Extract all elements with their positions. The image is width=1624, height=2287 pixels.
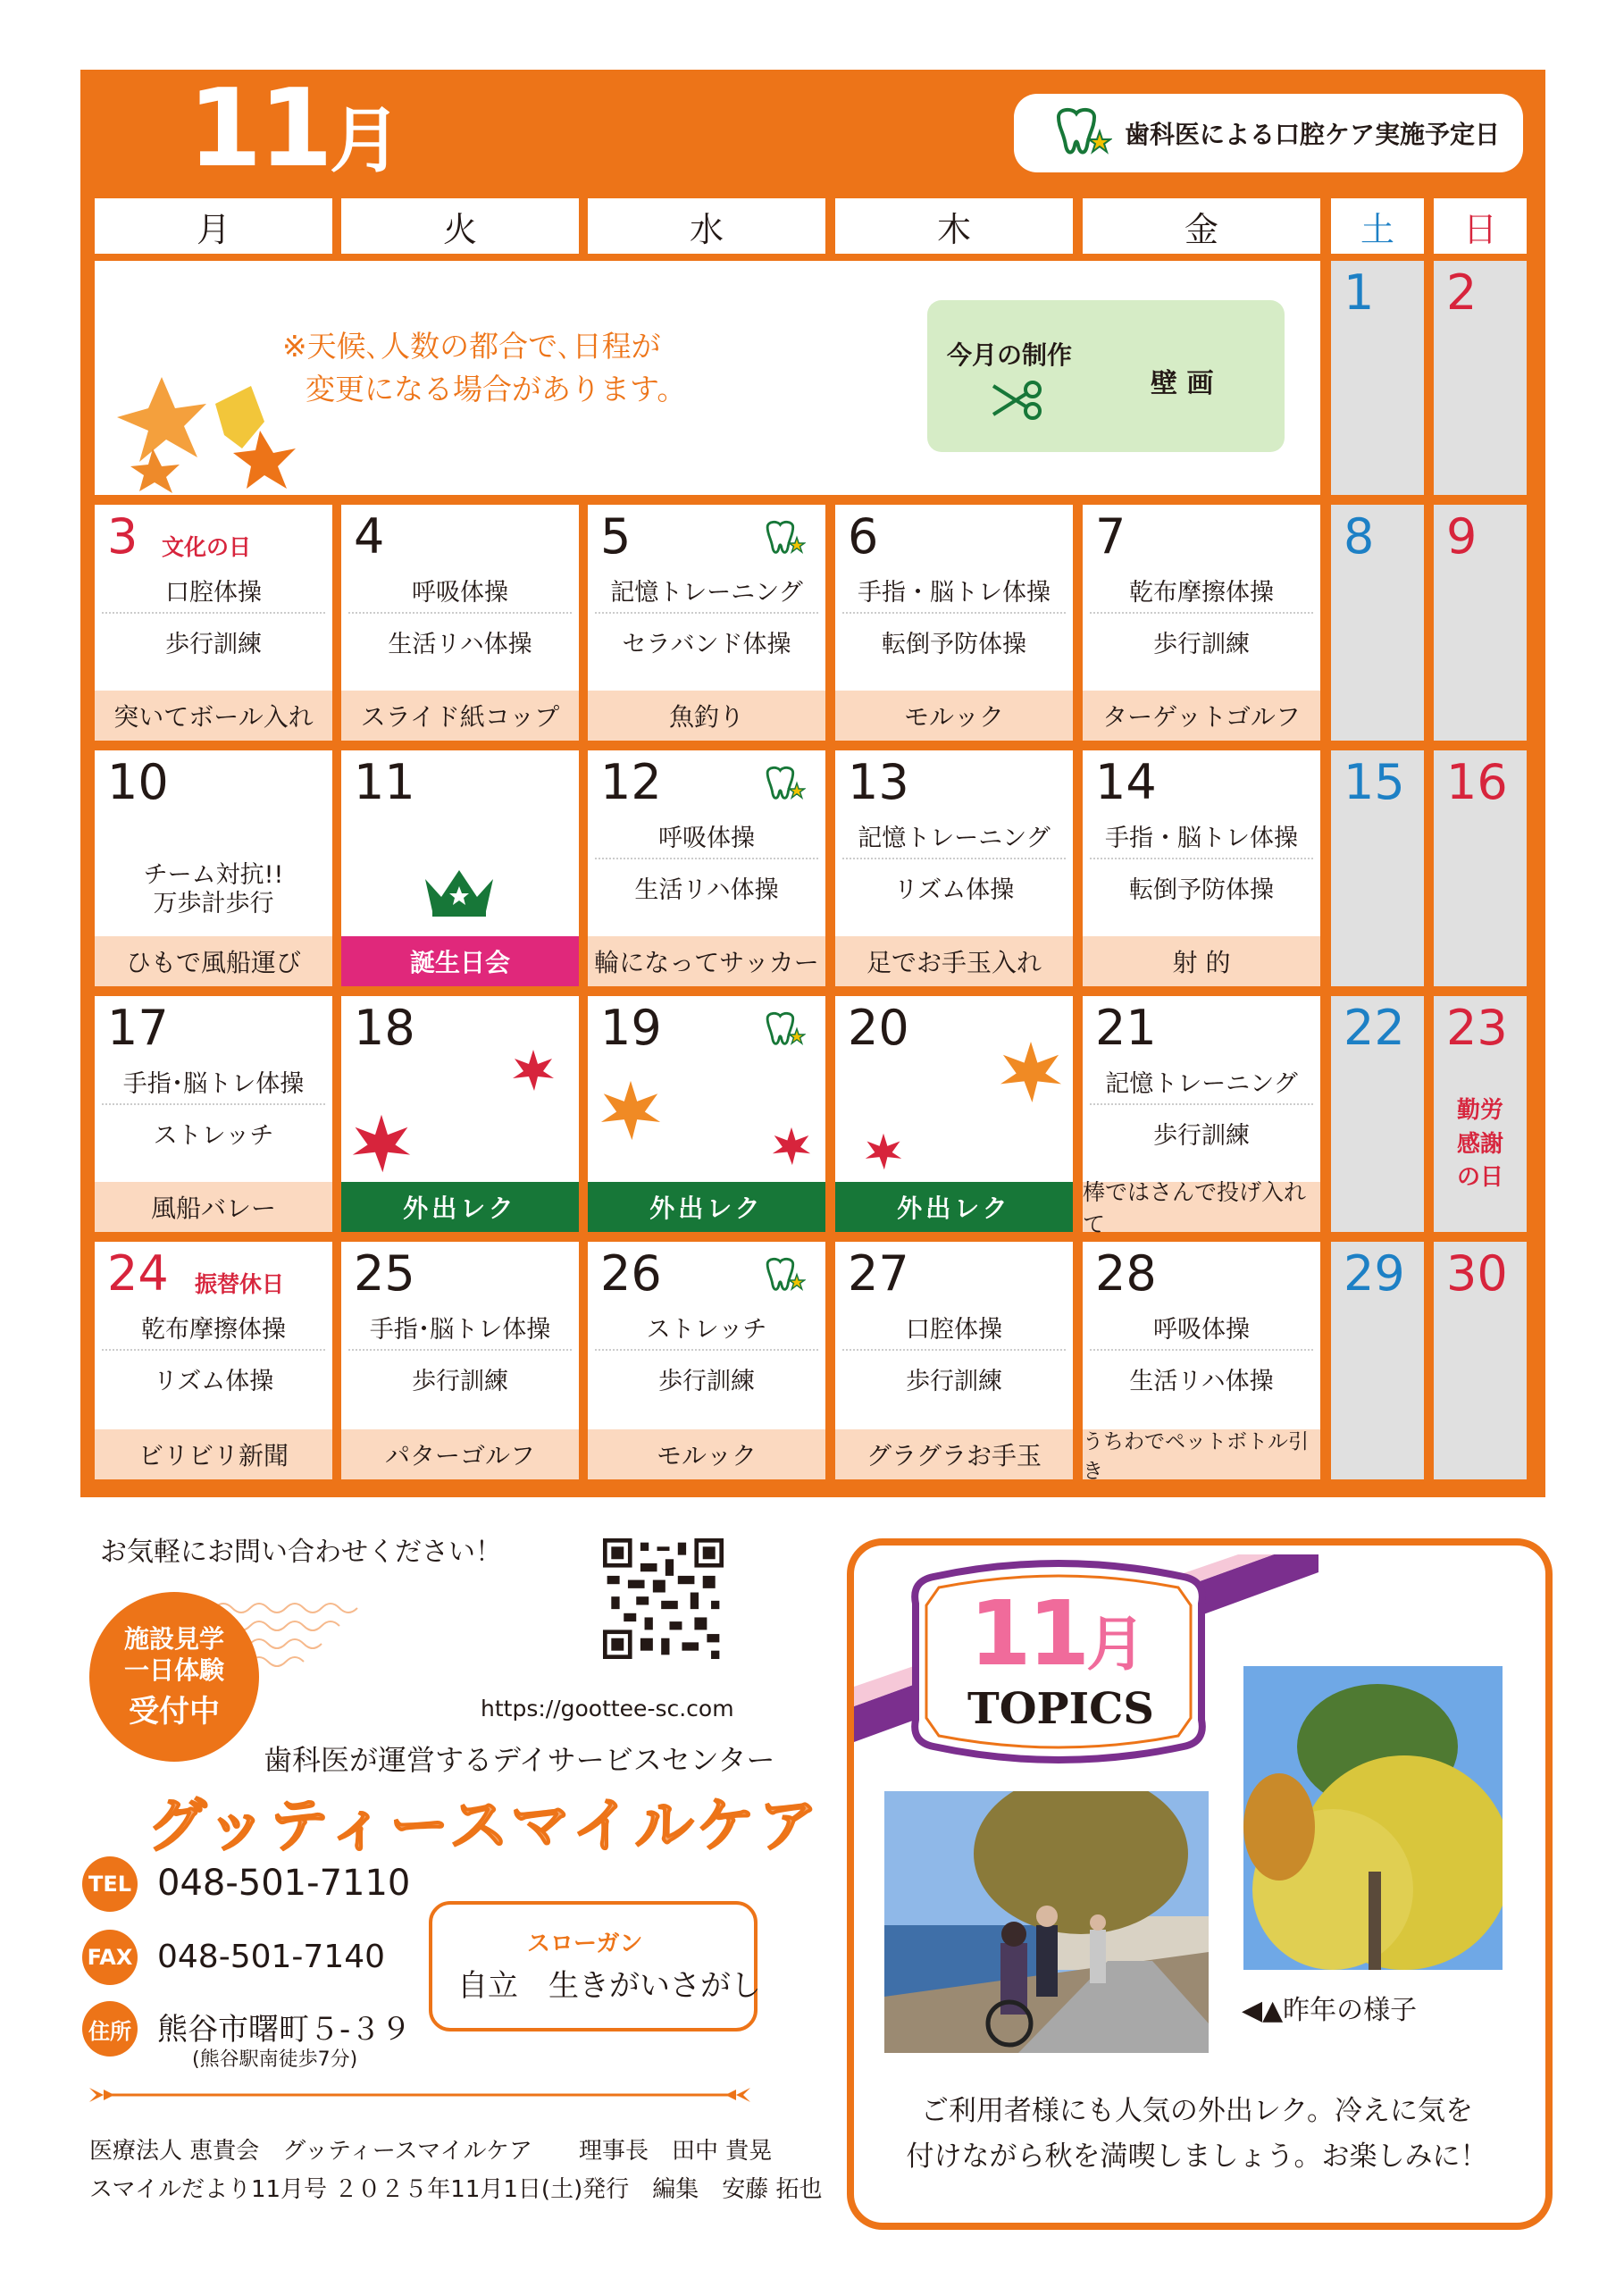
weekday-sun: 日 [1434, 198, 1527, 254]
tooth-star-icon [761, 765, 806, 804]
recreation-label: 足でお手玉入れ [835, 936, 1073, 986]
monthly-craft-box [927, 300, 1285, 452]
day-cell-5: 5 記憶トレーニング セラバンド体操 魚釣り [588, 505, 825, 741]
topics-word: TOPICS [967, 1684, 1154, 1734]
day-cell-18: 18 外出レク [341, 996, 579, 1232]
recreation-label: 魚釣り [588, 691, 825, 741]
recreation-label: ひもで風船運び [95, 936, 332, 986]
recreation-label: グラグラお手玉 [835, 1429, 1073, 1479]
day-cell-10: 10 チーム対抗!! 万歩計歩行 ひもで風船運び [95, 750, 332, 986]
tooth-star-icon [1050, 106, 1112, 160]
craft-value: 壁 画 [1151, 368, 1214, 399]
recreation-label: ビリビリ新聞 [95, 1429, 332, 1479]
dental-legend-text: 歯科医による口腔ケア実施予定日 [1125, 120, 1501, 149]
day-cell-4: 4 呼吸体操 生活リハ体操 スライド紙コップ [341, 505, 579, 741]
day-cell-7: 7 乾布摩擦体操 歩行訓練 ターゲットゴルフ [1083, 505, 1320, 741]
day-cell-29: 29 [1331, 1242, 1424, 1479]
contact-prompt: お気軽にお問い合わせください！ [100, 1537, 502, 1568]
weekday-thu: 木 [835, 198, 1073, 254]
day-cell-1: 1 [1331, 261, 1424, 495]
day-cell-16: 16 [1434, 750, 1527, 986]
ginkgo-tree-photo [1243, 1666, 1503, 1970]
day-cell-30: 30 [1434, 1242, 1527, 1479]
crown-icon [422, 867, 497, 918]
issue-line: スマイルだより11月号 ２０２５年11月1日(土)発行 編集 安藤 拓也 [89, 2176, 823, 2203]
recreation-label: モルック [588, 1429, 825, 1479]
tooth-star-icon [761, 1256, 806, 1295]
day-cell-28: 28 呼吸体操 生活リハ体操 うちわでペットボトル引き [1083, 1242, 1320, 1479]
publisher-line: 医療法人 恵貴会 グッティースマイルケア 理事長 田中 貴晃 [89, 2138, 773, 2165]
weekday-mon: 月 [95, 198, 332, 254]
service-tagline: 歯科医が運営するデイサービスセンター [264, 1743, 775, 1777]
day-cell-15: 15 [1331, 750, 1424, 986]
scissors-icon [990, 379, 1043, 422]
day-cell-27: 27 口腔体操 歩行訓練 グラグラお手玉 [835, 1242, 1073, 1479]
topics-month: 11月 [969, 1581, 1143, 1686]
autumn-leaves-icon [99, 341, 305, 493]
notice-banner [95, 261, 1320, 495]
recreation-label: 突いてボール入れ [95, 691, 332, 741]
day-cell-13: 13 記憶トレーニング リズム体操 足でお手玉入れ [835, 750, 1073, 986]
website-url[interactable]: https://goottee-sc.com [481, 1696, 734, 1722]
day-cell-22: 22 [1331, 996, 1424, 1232]
dental-care-legend [1014, 94, 1523, 172]
recreation-label: スライド紙コップ [341, 691, 579, 741]
tel-icon: TEL [82, 1856, 138, 1912]
fax-icon: FAX [82, 1930, 138, 1985]
slogan-text: 自立 生きがいさがし [457, 1968, 761, 2004]
weekday-wed: 水 [588, 198, 825, 254]
recreation-label: 風船バレー [95, 1182, 332, 1232]
maple-leaf-icon [998, 1039, 1064, 1105]
topics-text: ご利用者様にも人気の外出レク。冷えに気を 付けながら秋を満喫しましょう。お楽しみに！ [906, 2095, 1488, 2174]
outing-label: 外出レク [588, 1182, 825, 1232]
recreation-label: 射 的 [1083, 936, 1320, 986]
day-cell-2: 2 [1434, 261, 1527, 495]
recreation-label: パターゴルフ [341, 1429, 579, 1479]
address-icon: 住所 [82, 2001, 138, 2057]
labor-thanksgiving-label: 勤労 感謝 の日 [1456, 1097, 1503, 1192]
address: 熊谷市曙町５-３９ [157, 2012, 412, 2048]
recreation-label: モルック [835, 691, 1073, 741]
birthday-party-label: 誕生日会 [341, 936, 579, 986]
month-title: 11月 [188, 67, 398, 191]
outing-photo [884, 1791, 1209, 2053]
maple-leaf-icon [771, 1126, 812, 1167]
weekday-fri: 金 [1083, 198, 1320, 254]
holiday-label: 振替休日 [195, 1271, 285, 1297]
day-cell-17: 17 手指･脳トレ体操 ストレッチ 風船バレー [95, 996, 332, 1232]
day-cell-19: 19 外出レク [588, 996, 825, 1232]
maple-leaf-icon [864, 1132, 903, 1171]
holiday-label: 文化の日 [162, 534, 252, 560]
visit-trial-badge: 施設見学 一日体験 受付中 [89, 1592, 259, 1762]
day-cell-21: 21 記憶トレーニング 歩行訓練 棒ではさんで投げ入れて [1083, 996, 1320, 1232]
recreation-label: ターゲットゴルフ [1083, 691, 1320, 741]
day-cell-6: 6 手指・脳トレ体操 転倒予防体操 モルック [835, 505, 1073, 741]
maple-leaf-icon [599, 1078, 663, 1143]
tel-number[interactable]: 048-501-7110 [157, 1863, 411, 1904]
recreation-label: 輪になってサッカー [588, 936, 825, 986]
day-cell-20: 20 外出レク [835, 996, 1073, 1232]
day-cell-25: 25 手指･脳トレ体操 歩行訓練 パターゴルフ [341, 1242, 579, 1479]
qr-code[interactable] [603, 1538, 724, 1659]
outing-label: 外出レク [835, 1182, 1073, 1232]
day-cell-12: 12 呼吸体操 生活リハ体操 輪になってサッカー [588, 750, 825, 986]
address-note: (熊谷駅南徒歩7分) [192, 2048, 358, 2071]
maple-leaf-icon [350, 1112, 413, 1175]
schedule-notice: ※天候､人数の都合で､日程が 変更になる場合があります。 [282, 329, 687, 406]
slogan-label: スローガン [527, 1931, 643, 1957]
day-cell-9: 9 [1434, 505, 1527, 741]
outing-label: 外出レク [341, 1182, 579, 1232]
day-cell-24: 24 振替休日 乾布摩擦体操 リズム体操 ビリビリ新聞 [95, 1242, 332, 1479]
recreation-label: うちわでペットボトル引き [1083, 1429, 1320, 1479]
day-cell-26: 26 ストレッチ 歩行訓練 モルック [588, 1242, 825, 1479]
day-cell-3: 3 文化の日 口腔体操 歩行訓練 突いてボール入れ [95, 505, 332, 741]
day-cell-14: 14 手指・脳トレ体操 転倒予防体操 射 的 [1083, 750, 1320, 986]
tooth-star-icon [761, 519, 806, 558]
photo-caption: ◀▲昨年の様子 [1242, 1995, 1418, 2026]
maple-leaf-icon [511, 1048, 556, 1093]
ornamental-divider [89, 2086, 750, 2104]
day-cell-8: 8 [1331, 505, 1424, 741]
craft-label: 今月の制作 [947, 340, 1073, 370]
fax-number: 048-501-7140 [157, 1939, 386, 1975]
weekday-sat: 土 [1331, 198, 1424, 254]
day-cell-11: 11 誕生日会 [341, 750, 579, 986]
day-cell-23: 23 勤労 感謝 の日 [1434, 996, 1527, 1232]
recreation-label: 棒ではさんで投げ入れて [1083, 1182, 1320, 1232]
weekday-tue: 火 [341, 198, 579, 254]
tooth-star-icon [761, 1010, 806, 1050]
brand-logo-text: グッティースマイルケア [147, 1791, 822, 1860]
